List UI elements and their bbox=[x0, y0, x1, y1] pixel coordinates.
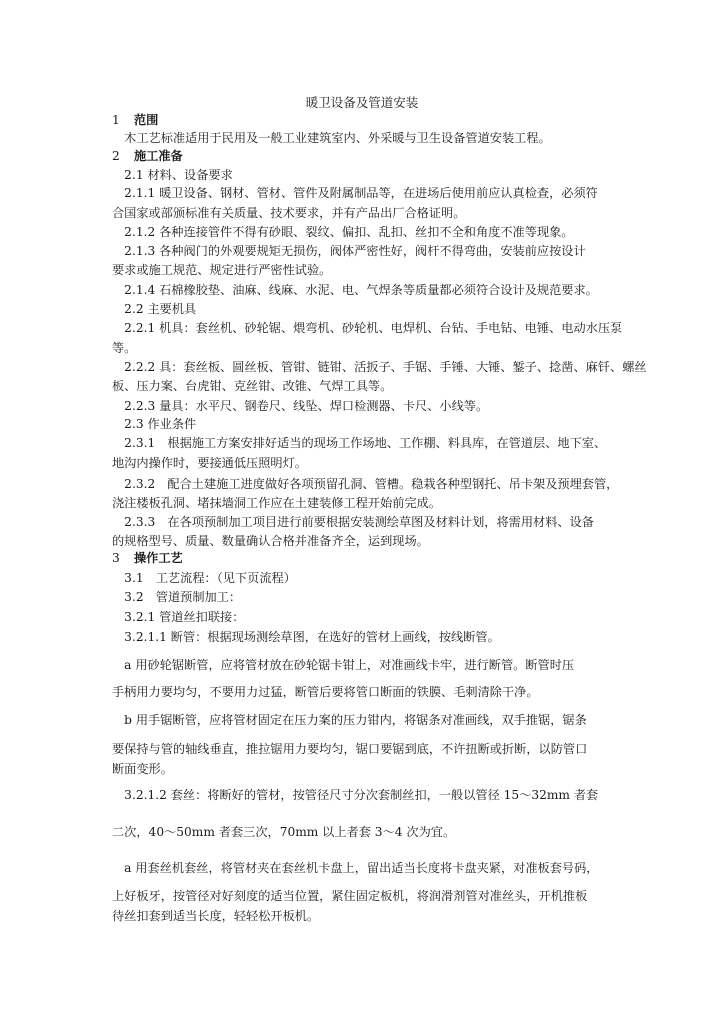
text-line bbox=[112, 378, 392, 394]
text-line bbox=[112, 514, 594, 530]
text-line bbox=[112, 185, 598, 201]
line-text: 2.1 材料、设备要求 bbox=[112, 168, 233, 182]
text-line bbox=[112, 609, 244, 625]
line-text: 2.2.2 具：套丝板、圆丝板、管钳、链钳、活扳子、手锯、手锤、大锤、錾子、捻凿、麻钎、螺丝 bbox=[112, 360, 647, 374]
line-text: b 用手锯断管，应将管材固定在压力案的压力钳内，将锯条对准画线，双手推锯，锯条 bbox=[112, 713, 587, 727]
line-text: 3.1 工艺流程：（见下页流程） bbox=[112, 571, 296, 585]
line-text: 3.2.1 管道丝扣联接： bbox=[112, 610, 245, 624]
text-line bbox=[112, 495, 441, 511]
line-text: 要求或施工规范、规定进行严密性试验。 bbox=[112, 263, 332, 277]
text-line bbox=[112, 476, 618, 492]
line-text: 操作工艺 bbox=[134, 551, 183, 565]
line-text: 2.3.1 根据施工方案安排好适当的现场工作场地、工作棚、料具库，在管道层、地下室、 bbox=[112, 436, 607, 450]
line-text: 3.2.1.2 套丝：将断好的管材，按管径尺寸分次套制丝扣，一般以管径 15～32mm 者套 bbox=[112, 788, 599, 802]
section-heading bbox=[112, 112, 158, 128]
line-text: 范围 bbox=[134, 113, 159, 127]
line-text: 2.2 主要机具 bbox=[112, 302, 197, 316]
line-text: 板、压力案、台虎钳、克丝钳、改锥、气焊工具等。 bbox=[112, 379, 393, 393]
line-text: 木工艺标准适用于民用及一般工业建筑室内、外采暖与卫生设备管道安装工程。 bbox=[112, 131, 551, 145]
text-line bbox=[112, 824, 455, 840]
line-text: 要保持与管的轴线垂直，推拉锯用力要均匀，锯口要锯到底，不许扭断或折断，以防管口 bbox=[112, 742, 588, 756]
text-line bbox=[112, 657, 574, 673]
text-line bbox=[112, 435, 606, 451]
text-line bbox=[112, 167, 233, 183]
text-line bbox=[112, 282, 598, 298]
line-text: 2.1.4 石棉橡胶垫、油麻、线麻、水泥、电、气焊条等质量都必须符合设计及规范要求。 bbox=[112, 283, 598, 297]
page-title: 暖卫设备及管道安装 bbox=[305, 95, 419, 110]
section-heading bbox=[112, 550, 183, 566]
line-text: 施工准备 bbox=[134, 149, 183, 163]
line-text: 断面变形。 bbox=[112, 762, 173, 776]
line-text: 2.3.3 在各项预制加工项目进行前要根据安装测绘草图及材料计划，将需用材料、设备 bbox=[112, 515, 594, 529]
line-text: 合国家或部颁标准有关质量、技术要求，并有产品出厂合格证明。 bbox=[112, 206, 466, 220]
line-text: 2.1.2 各种连接管件不得有砂眼、裂纹、偏扣、乱扣、丝扣不全和角度不准等现象。 bbox=[112, 225, 574, 239]
text-line bbox=[112, 205, 465, 221]
text-line bbox=[112, 224, 573, 240]
line-text: 2.1.1 暖卫设备、钢材、管材、管件及附属制品等，在进场后使用前应认真检查，必须符 bbox=[112, 186, 598, 200]
line-text: 3.2 管道预制加工： bbox=[112, 590, 242, 604]
text-line bbox=[112, 301, 196, 317]
text-line bbox=[112, 787, 598, 803]
line-text: 手柄用力要均匀，不要用力过猛，断管后要将管口断面的铁膜、毛刺清除干净。 bbox=[112, 685, 539, 699]
text-line bbox=[112, 340, 136, 356]
text-line bbox=[112, 416, 196, 432]
line-text: 的规格型号、质量、数量确认合格并准备齐全，运到现场。 bbox=[112, 534, 429, 548]
section-number: 2 bbox=[112, 149, 120, 163]
text-line bbox=[112, 888, 587, 904]
line-text: 等。 bbox=[112, 341, 137, 355]
text-line bbox=[112, 455, 307, 471]
line-text: 2.2.1 机具：套丝机、砂轮锯、煨弯机、砂轮机、电焊机、台钻、手电钻、电锤、电动水压泵 bbox=[112, 321, 623, 335]
text-line bbox=[112, 398, 488, 414]
text-line bbox=[112, 712, 587, 728]
line-text: 2.3.2 配合土建施工进度做好各项预留孔洞、管槽。稳栽各种型钢托、吊卡架及预埋套管， bbox=[112, 477, 619, 491]
text-line bbox=[112, 533, 429, 549]
text-line bbox=[112, 741, 587, 757]
text-line bbox=[112, 684, 539, 700]
line-text: 3.2.1.1 断管：根据现场测绘草图，在选好的管材上画线，按线断管。 bbox=[112, 630, 500, 644]
text-line bbox=[112, 262, 331, 278]
text-line bbox=[112, 761, 173, 777]
text-line bbox=[112, 908, 319, 924]
line-text: 地沟内操作时，要接通低压照明灯。 bbox=[112, 456, 307, 470]
text-line bbox=[112, 320, 622, 336]
line-text: 2.1.3 各种阀门的外观要规矩无损伤，阀体严密性好，阀杆不得弯曲，安装前应按设计 bbox=[112, 244, 586, 258]
text-line bbox=[112, 629, 500, 645]
text-line bbox=[112, 359, 647, 375]
line-text: 二次，40～50mm 者套三次，70mm 以上者套 3～4 次为宜。 bbox=[112, 825, 456, 839]
line-text: a 用套丝机套丝，将管材夹在套丝机卡盘上，留出适当长度将卡盘夹紧，对准板套号码， bbox=[112, 861, 599, 875]
text-line bbox=[112, 860, 598, 876]
section-number: 3 bbox=[112, 551, 120, 565]
line-text: 浇注楼板孔洞、堵抹墙洞工作应在土建装修工程开始前完成。 bbox=[112, 496, 442, 510]
line-text: a 用砂轮锯断管，应将管材放在砂轮锯卡钳上，对准画线卡牢，进行断管。断管时压 bbox=[112, 658, 575, 672]
line-text: 待丝扣套到适当长度，轻轻松开板机。 bbox=[112, 909, 320, 923]
line-text: 2.3 作业条件 bbox=[112, 417, 197, 431]
text-line bbox=[112, 130, 551, 146]
line-text: 2.2.3 量具：水平尺、钢卷尺、线坠、焊口检测器、卡尺、小线等。 bbox=[112, 399, 489, 413]
text-line bbox=[112, 243, 586, 259]
section-number: 1 bbox=[112, 113, 120, 127]
text-line bbox=[112, 570, 296, 586]
section-heading bbox=[112, 148, 183, 164]
text-line bbox=[112, 589, 241, 605]
line-text: 上好板牙，按管径对好刻度的适当位置，紧住固定板机，将润滑剂管对准丝头，开机推板 bbox=[112, 889, 588, 903]
